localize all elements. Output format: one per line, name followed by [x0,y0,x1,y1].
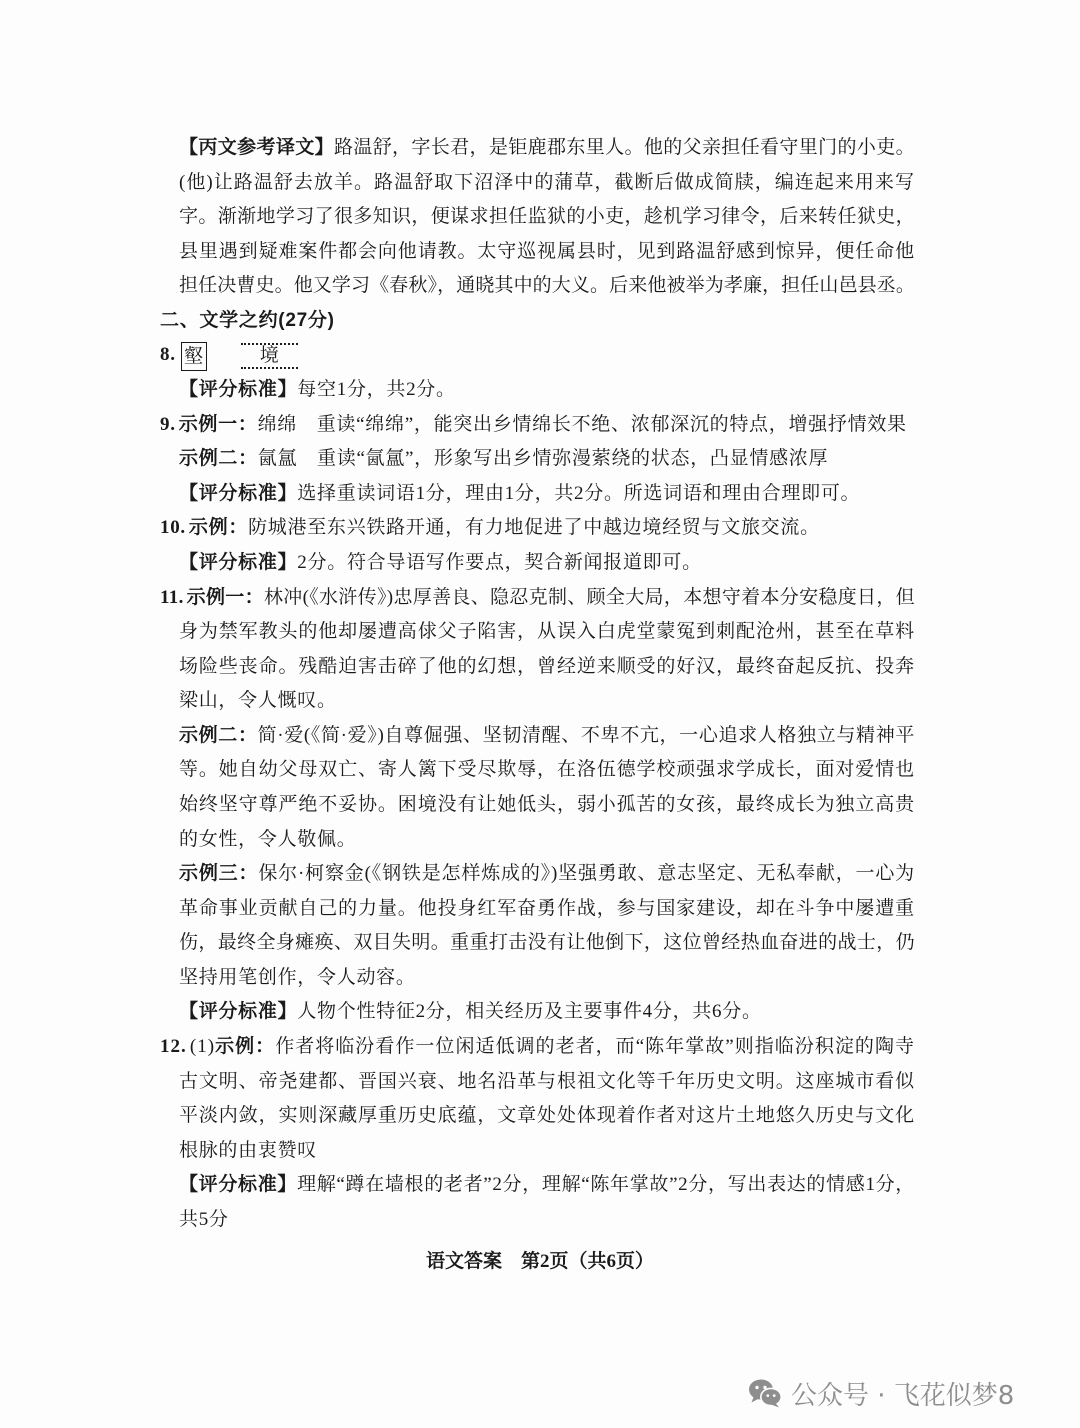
line-content [179,725,915,746]
q11-example-row [0,719,1080,754]
example-label: 示例： [188,517,249,539]
line-content [179,137,915,158]
line-content [179,379,456,400]
line-content [179,863,915,884]
q9-scoring-row [0,477,1080,512]
q11-example-row [0,581,1080,616]
q11-example-row [0,823,1080,858]
example-text: 坚持用笔创作，令人动容。 [179,966,416,988]
sub-question-number: (1) [189,1036,216,1058]
q10-example-row [0,511,1080,546]
line-content [160,344,298,365]
translation-text: 县里遇到疑难案件都会向他请教。太守巡视属县时，见到路温舒感到惊异，便任命他 [179,240,915,262]
q12-scoring-row [0,1168,1080,1203]
q12-example-row [0,1099,1080,1134]
example-text: 林冲(《水浒传》)忠厚善良、隐忍克制、顾全大局，本想守着本分安稳度日，但 [263,586,915,608]
watermark [748,1373,1014,1413]
q11-example-row [0,650,1080,685]
translation-text: 担任决曹史。他又学习《春秋》，通晓其中的大义。后来他被举为孝廉，担任山邑县丞。 [179,275,915,297]
q11-example-row [0,753,1080,788]
q11-example-row [0,684,1080,719]
example-label: 示例一： [178,413,258,435]
q8-scoring-row [0,373,1080,408]
scoring-text: 理解“蹲在墙根的老者”2分，理解“陈年掌故”2分，写出表达的情感1分， [297,1174,915,1196]
watermark-text: 公众号 · 飞花似梦8 [791,1380,1015,1411]
translation-text: 字。渐渐地学习了很多知识，便谋求担任监狱的小吏，趁机学习律令，后来转任狱史， [179,206,915,228]
scoring-label: 【评分标准】 [179,482,298,504]
example-label: 示例二： [179,448,258,470]
q11-example-row [0,615,1080,650]
line-content [160,414,907,435]
answer-body [0,131,1080,1238]
example-text: 防城港至东兴铁路开通，有力地促进了中越边境经贸与文旅交流。 [248,517,820,539]
example-text: 场险些丧命。残酷迫害击碎了他的幻想，曾经逆来顺受的好汉，最终奋起反抗、投奔 [179,655,915,677]
scoring-text: 人物个性特征2分，相关经历及主要事件4分，共6分。 [297,1001,762,1023]
line-content [179,1174,915,1195]
example-text: 等。她自幼父母双亡、寄人篱下受尽欺辱，在洛伍德学校顽强求学成长，面对爱情也 [179,759,915,781]
scoring-label: 【评分标准】 [179,379,298,401]
q11-example-row [0,788,1080,823]
q12-example-row [0,1065,1080,1100]
scoring-text: 每空1分，共2分。 [297,379,456,401]
question-number: 12. [160,1036,187,1058]
question-number: 11. [160,586,184,608]
translation-line [0,166,1080,201]
example-text: 根脉的由衷赞叹 [179,1139,318,1161]
line-content [160,517,820,538]
example-text: 的女性，令人敬佩。 [179,828,357,850]
scoring-text: 2分。符合导语写作要点，契合新闻报道即可。 [297,551,702,573]
scoring-text: 共5分 [179,1208,229,1230]
question-number: 10. [160,517,186,539]
example-text: 作者将临汾看作一位闲适低调的老者，而“陈年掌故”则指临汾积淀的陶寺 [275,1036,916,1058]
translation-text: (他)让路温舒去放羊。路温舒取下沼泽中的蒲草，截断后做成简牍，编连起来用来写 [179,171,915,193]
example-label: 示例： [215,1036,276,1058]
example-text: 平淡内敛，实则深藏厚重历史底蕴，文章处处体现着作者对这片土地悠久历史与文化 [179,1105,915,1127]
q11-example-row [0,857,1080,892]
example-text: 伤，最终全身瘫痪、双目失明。重重打击没有让他倒下，这位曾经热血奋进的战士，仍 [179,932,915,954]
q8-answer-row [0,338,1080,373]
example-text: 绵绵 重读“绵绵”，能突出乡情绵长不绝、浓郁深沉的特点，增强抒情效果 [257,413,907,435]
line-content [160,1036,915,1057]
example-label: 示例二： [179,724,258,746]
section-heading-row [0,304,1080,339]
q12-scoring-row [0,1203,1080,1238]
line-content [179,552,702,573]
translation-line [0,131,1080,166]
scoring-text: 选择重读词语1分，理由1分，共2分。所选词语和理由合理即可。 [297,482,861,504]
example-text: 始终坚守尊严绝不妥协。困境没有让她低头，弱小孤苦的女孩，最终成长为独立高贵 [179,793,915,815]
example-text: 身为禁军教头的他却屡遭高俅父子陷害，从误入白虎堂蒙冤到刺配沧州，甚至在草料 [179,621,915,643]
q12-example-row [0,1134,1080,1169]
page-footer: 语文答案 第2页（共6页） [425,1251,654,1272]
answer-dotted: 境 [241,343,298,369]
answer-box: 壑 [181,342,207,371]
example-text: 革命事业贡献自己的力量。他投身红军奋勇作战，参与国家建设，却在斗争中屡遭重 [179,897,915,919]
q10-scoring-row [0,546,1080,581]
q11-scoring-row [0,995,1080,1030]
example-label: 示例三： [179,863,259,885]
section-title: 二、文学之约(27分) [160,309,335,331]
example-text: 氤氲 重读“氤氲”，形象写出乡情弥漫萦绕的状态，凸显情感浓厚 [257,448,829,470]
line-content [179,1001,762,1022]
translation-line [0,235,1080,270]
q11-example-row [0,926,1080,961]
scoring-label: 【评分标准】 [179,1174,298,1196]
line-content [160,587,915,608]
scoring-label: 【评分标准】 [179,1001,298,1023]
line-content [179,448,828,469]
question-number: 9. [160,413,176,435]
example-text: 简·爱(《简·爱》)自尊倔强、坚韧清醒、不卑不亢，一心追求人格独立与精神平 [257,724,915,746]
translation-label: 【丙文参考译文】 [179,137,334,158]
q11-example-row [0,961,1080,996]
example-label: 示例一： [186,586,264,608]
q12-example-row [0,1030,1080,1065]
q9-example-row [0,408,1080,443]
line-content [179,483,860,504]
example-text: 保尔·柯察金(《钢铁是怎样炼成的》)坚强勇敢、意志坚定、无私奉献，一心为 [258,863,915,885]
scoring-label: 【评分标准】 [179,551,298,573]
q9-example-row [0,442,1080,477]
example-text: 梁山，令人慨叹。 [179,690,337,712]
example-text: 古文明、帝尧建都、晋国兴衰、地名沿革与根祖文化等千年历史文明。这座城市看似 [179,1070,915,1092]
translation-line [0,269,1080,304]
question-number: 8. [160,344,176,366]
wechat-icon [748,1378,782,1408]
translation-text: 路温舒，字长君，是钜鹿郡东里人。他的父亲担任看守里门的小吏。 [333,137,915,158]
translation-line [0,200,1080,235]
q11-example-row [0,892,1080,927]
